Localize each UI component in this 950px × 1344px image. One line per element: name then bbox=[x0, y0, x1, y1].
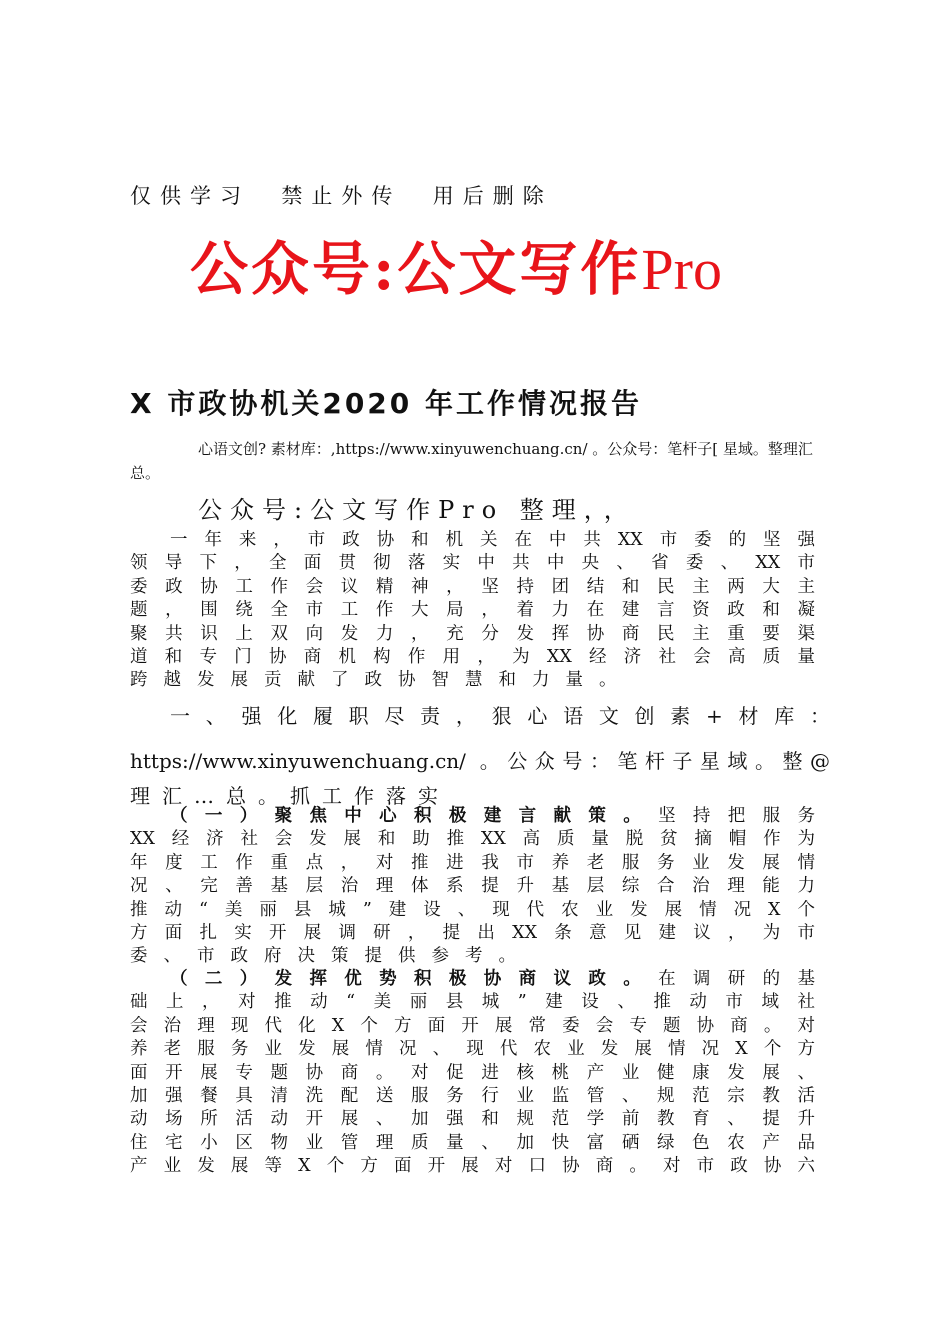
text-line: 推动“美丽县城”建设、现代农业发展情况X个 bbox=[130, 899, 815, 920]
text-line: 养老服务业发展情况、现代农业发展情况X个方 bbox=[130, 1039, 815, 1060]
item-2-lead-rest: 在调研的基 bbox=[658, 969, 815, 989]
brand-watermark bbox=[190, 222, 722, 306]
text-line: 一年来，市政协和机关在中共XX市委的坚强 bbox=[170, 530, 815, 550]
text-line: 面开展专题协商。对促进核桃产业健康发展、 bbox=[130, 1062, 815, 1083]
text-line bbox=[130, 968, 815, 991]
text-line: 住宅小区物业管理质量、加快富硒绿色农产品 bbox=[130, 1132, 815, 1153]
text-line: 产业发展等X个方面开展对口协商。对市政协六 bbox=[130, 1156, 815, 1177]
section-heading-1 bbox=[130, 700, 830, 729]
item-2-lead: （二）发挥优势积极协商议政。 bbox=[170, 969, 659, 989]
text-line: XX经济社会发展和助推XX高质量脱贫摘帽作为 bbox=[130, 829, 815, 850]
subhead: 公众号:公文写作Pro 整理，， bbox=[198, 496, 636, 524]
text-line: 领导下，全面贯彻落实中共中央、省委、XX市 bbox=[130, 553, 815, 574]
text-line: 年度工作重点，对推进我市养老服务业发展情 bbox=[130, 852, 815, 873]
text-line: 跨越发展贡献了政协智慧和力量。 bbox=[130, 670, 633, 691]
notice-line: 仅供学习 禁止外传 用后删除 bbox=[130, 184, 553, 208]
brand-latin: Pro bbox=[641, 237, 722, 302]
text-line: 加强餐具清洗配送服务行业监管、规范宗教活 bbox=[130, 1085, 815, 1106]
item-1-paragraph bbox=[130, 805, 815, 969]
document-title: X 市政协机关2020 年工作情况报告 bbox=[130, 387, 643, 420]
text-line bbox=[130, 805, 815, 828]
section-heading-line: 一、强化履职尽责，狠心语文创素+材库： bbox=[170, 704, 830, 728]
item-1-lead: （一）聚焦中心积极建言献策。 bbox=[170, 806, 659, 826]
intro-paragraph bbox=[130, 529, 815, 693]
text-line: 道和专门协商机构作用，为XX经济社会高质量 bbox=[130, 646, 815, 667]
section-heading-1-end: 理汇…总。抓工作落实 bbox=[130, 784, 450, 808]
item-1-lead-rest: 坚持把服务 bbox=[658, 806, 815, 826]
text-line: 题，围绕全市工作大局，着力在建言资政和凝 bbox=[130, 600, 815, 621]
text-line: 动场所活动开展、加强和规范学前教育、提升 bbox=[130, 1109, 815, 1130]
text-line: 会治理现代化X个方面开展常委会专题协商。对 bbox=[130, 1015, 815, 1036]
text-line: 方面扎实开展调研，提出XX条意见建议，为市 bbox=[130, 922, 815, 943]
brand-cn: 公众号:公文写作 bbox=[190, 235, 642, 303]
text-line: 况、完善基层治理体系提升基层综合治理能力 bbox=[130, 876, 815, 897]
section-heading-1-cont bbox=[130, 745, 830, 774]
text-line: 础上，对推动“美丽县城”建设、推动市域社 bbox=[130, 992, 815, 1013]
item-2-paragraph bbox=[130, 968, 815, 1179]
text-line: 委政协工作会议精神，坚持团结和民主两大主 bbox=[130, 576, 815, 597]
text-line: 聚共识上双向发力，充分发挥协商民主重要渠 bbox=[130, 623, 815, 644]
section-heading-line: https://www.xinyuwenchuang.cn/ 。公众号：笔杆子星域。整@ bbox=[130, 749, 830, 773]
source-note: 心语文创? 素材库：,https://www.xinyuwenchuang.cn/ 。公众号：笔杆子[ 星域。整理汇总。 bbox=[130, 440, 813, 482]
text-line: 委、市政府决策提供参考。 bbox=[130, 946, 532, 967]
